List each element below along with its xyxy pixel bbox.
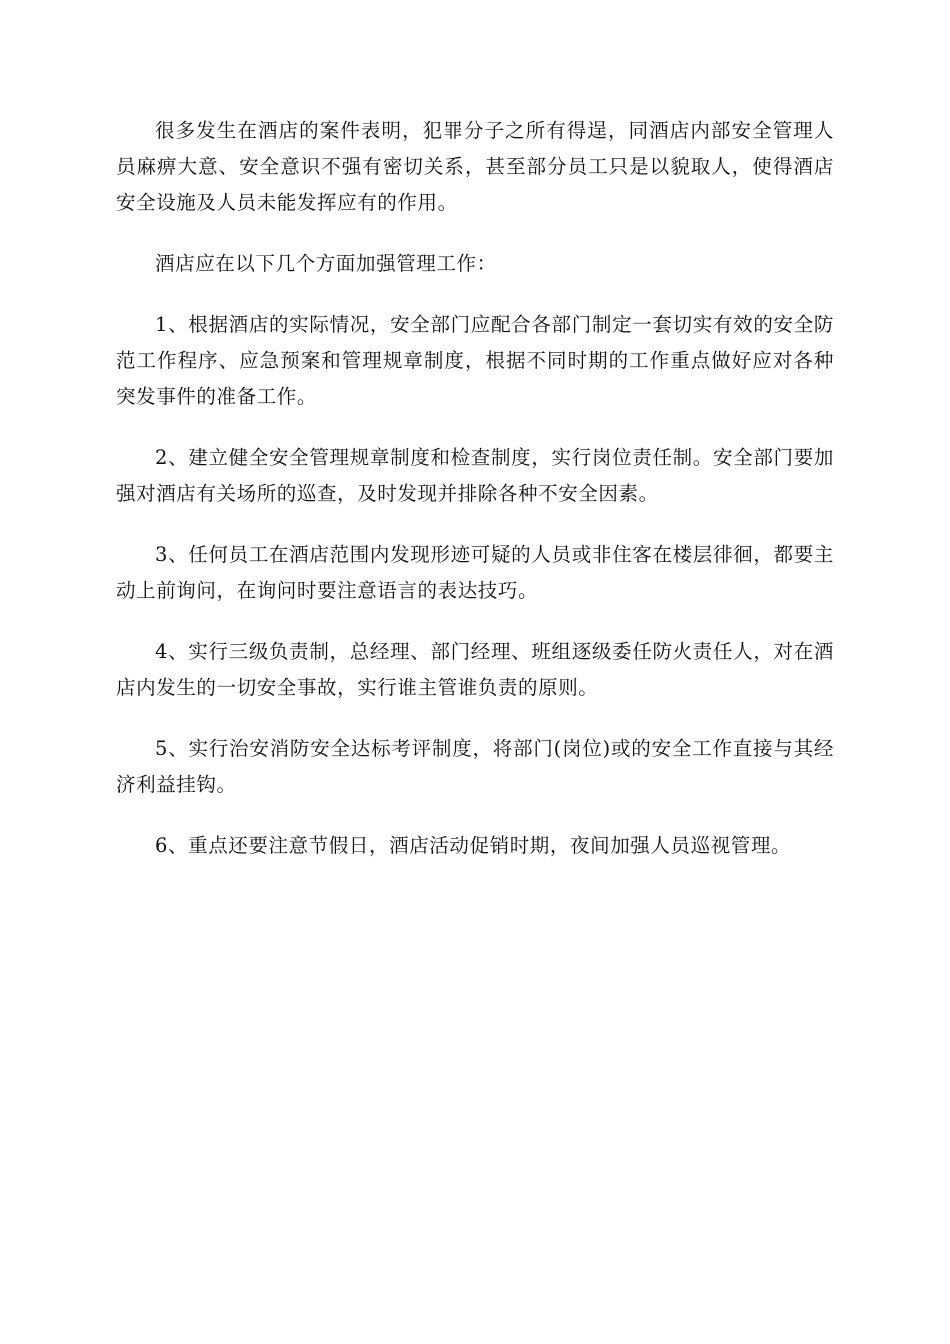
paragraph-item-5: 5、实行治安消防安全达标考评制度，将部门(岗位)或的安全工作直接与其经济利益挂钩。	[116, 737, 834, 796]
paragraph-item-6: 6、重点还要注意节假日，酒店活动促销时期，夜间加强人员巡视管理。	[155, 834, 792, 857]
paragraph-item-1: 1、根据酒店的实际情况，安全部门应配合各部门制定一套切实有效的安全防范工作程序、应急预案和管理规章制度，根据不同时期的工作重点做好应对各种突发事件的准备工作。	[116, 313, 834, 408]
paragraph-item-4: 4、实行三级负责制，总经理、部门经理、班组逐级委任防火责任人，对在酒店内发生的一切安全事故，实行谁主管谁负责的原则。	[116, 640, 834, 699]
paragraph-item-3: 3、任何员工在酒店范围内发现形迹可疑的人员或非住客在楼层徘徊，都要主动上前询问，在询问时要注意语言的表达技巧。	[116, 543, 834, 602]
paragraph-lead: 酒店应在以下几个方面加强管理工作：	[155, 252, 497, 275]
document-body	[116, 113, 834, 889]
paragraph-intro: 很多发生在酒店的案件表明，犯罪分子之所有得逞，同酒店内部安全管理人员麻痹大意、安全意识不强有密切关系，甚至部分员工只是以貌取人，使得酒店安全设施及人员未能发挥应有的作用。	[116, 119, 834, 214]
paragraph-item-2: 2、建立健全安全管理规章制度和检查制度，实行岗位责任制。安全部门要加强对酒店有关场所的巡查，及时发现并排除各种不安全因素。	[116, 446, 834, 505]
